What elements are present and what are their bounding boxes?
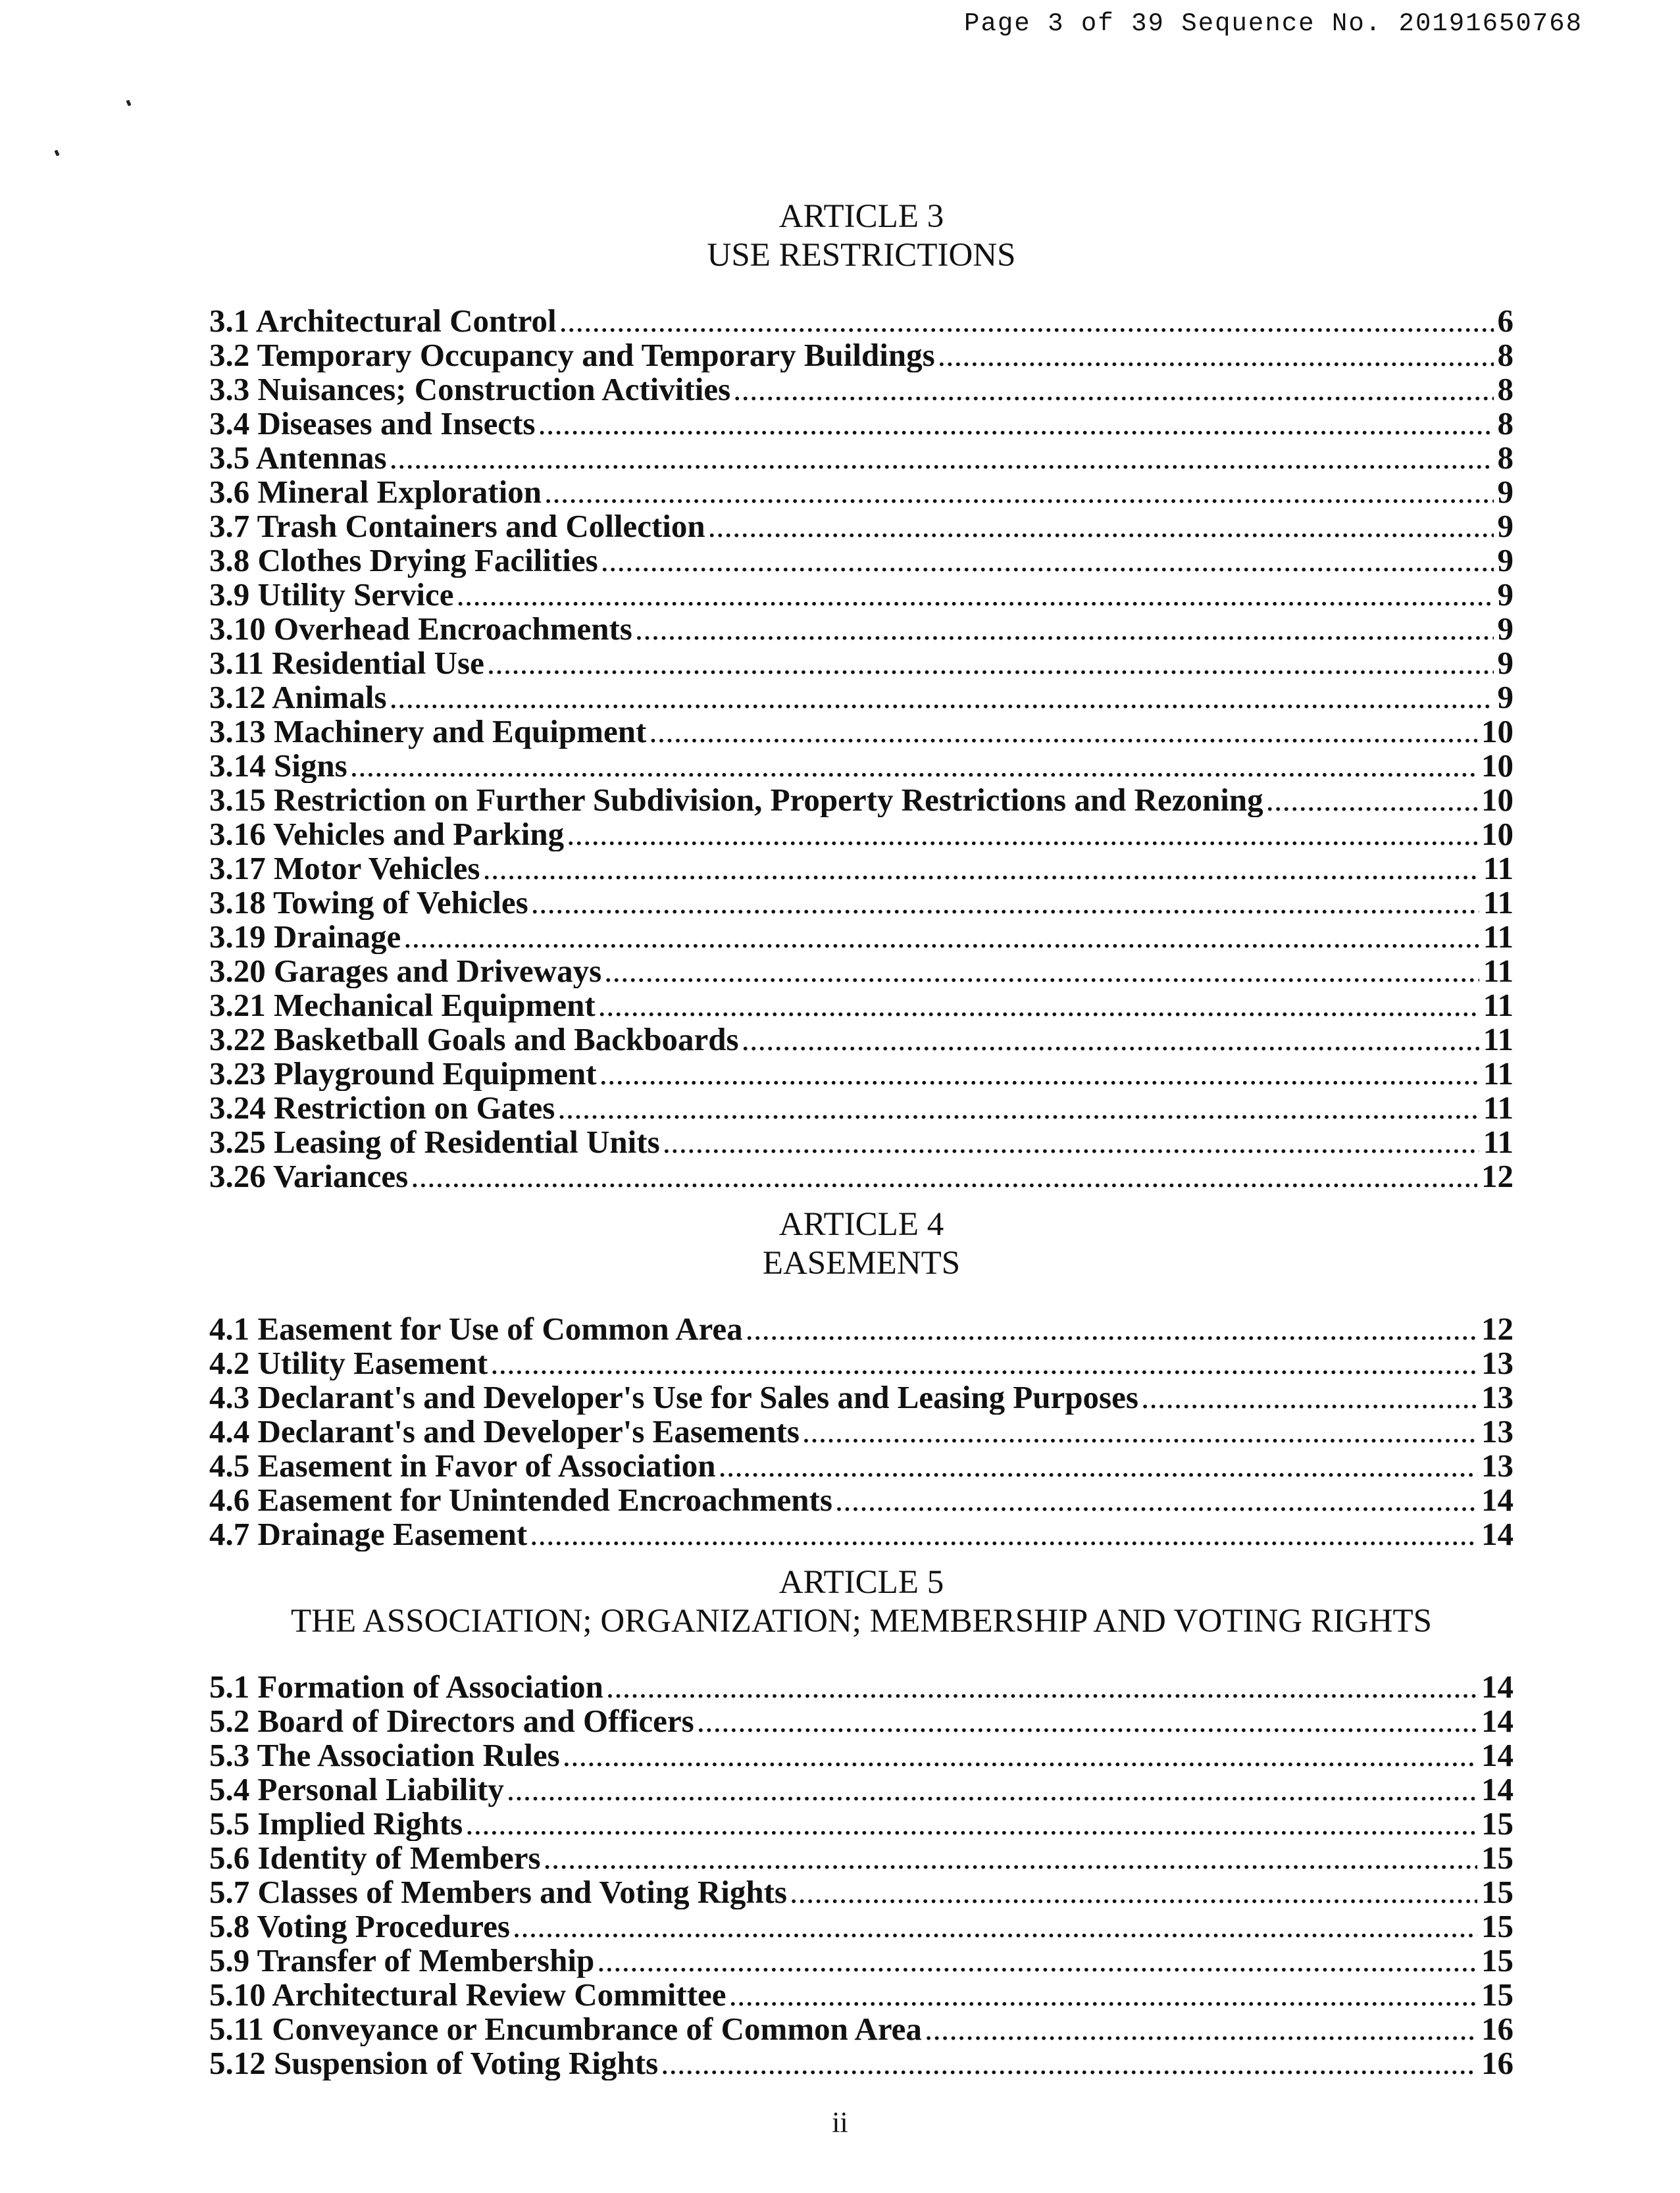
- toc-entry-page: 11: [1483, 920, 1514, 954]
- toc-entry-page: 9: [1497, 475, 1514, 509]
- toc-entry: [209, 1875, 1514, 1909]
- toc-entry: [209, 1670, 1514, 1704]
- toc-entry-page: 14: [1481, 1517, 1514, 1551]
- toc-entry: [209, 1978, 1514, 2012]
- dot-leader: [597, 1944, 1477, 1978]
- dot-leader: [635, 612, 1494, 646]
- toc-entry-title: 3.2 Temporary Occupancy and Temporary Buildings: [209, 338, 935, 372]
- toc-entry: [209, 1057, 1514, 1091]
- toc-entry: [209, 1449, 1514, 1483]
- article-number: ARTICLE 4: [778, 1206, 944, 1243]
- toc-entry-page: 9: [1497, 578, 1514, 612]
- toc-entry: [209, 1773, 1514, 1807]
- dot-leader: [718, 1449, 1477, 1483]
- toc-entry-title: 5.8 Voting Procedures: [209, 1909, 510, 1944]
- dot-leader: [663, 1125, 1479, 1159]
- toc-entry: [209, 543, 1514, 578]
- toc-entry-title: 5.7 Classes of Members and Voting Rights: [209, 1875, 787, 1909]
- toc-entry-page: 8: [1497, 441, 1514, 475]
- toc-entry-page: 14: [1481, 1738, 1514, 1773]
- toc-entry-title: 5.2 Board of Directors and Officers: [209, 1704, 694, 1738]
- toc-entry-title: 3.19 Drainage: [209, 920, 401, 954]
- scan-speck: [54, 149, 59, 156]
- article-5-entries: [209, 1670, 1514, 2080]
- toc-entry-title: 5.3 The Association Rules: [209, 1738, 560, 1773]
- toc-entry: [209, 886, 1514, 920]
- toc-entry: [209, 1841, 1514, 1875]
- toc-entry-page: 10: [1481, 715, 1514, 749]
- dot-leader: [390, 441, 1494, 475]
- toc-entry: [209, 817, 1514, 851]
- toc-entry-title: 3.26 Variances: [209, 1159, 409, 1194]
- article-3-entries: [209, 304, 1514, 1194]
- toc-entry-page: 10: [1481, 783, 1514, 817]
- table-of-contents: [209, 197, 1514, 2080]
- toc-entry: [209, 1125, 1514, 1159]
- toc-entry: [209, 920, 1514, 954]
- dot-leader: [482, 851, 1479, 886]
- toc-entry-page: 14: [1481, 1670, 1514, 1704]
- toc-entry-title: 3.14 Signs: [209, 749, 347, 783]
- toc-entry-page: 11: [1483, 1057, 1514, 1091]
- dot-leader: [1266, 783, 1477, 817]
- toc-entry-page: 15: [1481, 1909, 1514, 1944]
- toc-entry-page: 11: [1483, 1125, 1514, 1159]
- dot-leader: [802, 1415, 1477, 1449]
- dot-leader: [742, 1022, 1479, 1057]
- toc-entry-page: 13: [1481, 1346, 1514, 1380]
- toc-entry-title: 5.5 Implied Rights: [209, 1807, 463, 1841]
- toc-entry-page: 9: [1497, 612, 1514, 646]
- toc-entry: [209, 1738, 1514, 1773]
- dot-leader: [530, 1517, 1477, 1551]
- toc-entry-page: 11: [1483, 988, 1514, 1022]
- toc-entry-page: 11: [1483, 954, 1514, 988]
- article-5-heading: [209, 1563, 1514, 1641]
- page-header: Page 3 of 39 Sequence No. 20191650768: [964, 9, 1583, 38]
- toc-entry: [209, 338, 1514, 372]
- toc-entry-page: 15: [1481, 1841, 1514, 1875]
- toc-entry-page: 13: [1481, 1380, 1514, 1415]
- toc-entry-title: 3.7 Trash Containers and Collection: [209, 509, 705, 543]
- dot-leader: [598, 988, 1479, 1022]
- toc-entry-page: 16: [1481, 2046, 1514, 2080]
- toc-entry-page: 15: [1481, 1978, 1514, 2012]
- page-number: ii: [832, 2106, 848, 2138]
- toc-entry-page: 15: [1481, 1807, 1514, 1841]
- dot-leader: [925, 2012, 1477, 2046]
- dot-leader: [661, 2046, 1477, 2080]
- article-title: EASEMENTS: [762, 1245, 961, 1282]
- toc-entry-page: 9: [1497, 543, 1514, 578]
- toc-entry: [209, 988, 1514, 1022]
- dot-leader: [567, 817, 1477, 851]
- toc-entry-title: 4.7 Drainage Easement: [209, 1517, 528, 1551]
- toc-entry: [209, 680, 1514, 715]
- toc-entry-title: 5.12 Suspension of Voting Rights: [209, 2046, 659, 2080]
- toc-entry-page: 15: [1481, 1944, 1514, 1978]
- toc-entry: [209, 578, 1514, 612]
- toc-entry-title: 3.22 Basketball Goals and Backboards: [209, 1022, 739, 1057]
- toc-entry-title: 3.8 Clothes Drying Facilities: [209, 543, 598, 578]
- toc-entry-page: 13: [1481, 1449, 1514, 1483]
- dot-leader: [563, 1738, 1477, 1773]
- toc-entry-title: 4.3 Declarant's and Developer's Use for Sales and Leasing Purposes: [209, 1380, 1138, 1415]
- toc-entry: [209, 1415, 1514, 1449]
- dot-leader: [544, 475, 1494, 509]
- dot-leader: [390, 680, 1494, 715]
- toc-entry: [209, 407, 1514, 441]
- article-number: ARTICLE 5: [778, 1564, 944, 1601]
- toc-entry: [209, 1944, 1514, 1978]
- toc-entry: [209, 612, 1514, 646]
- toc-entry-title: 3.15 Restriction on Further Subdivision, Property Restrictions and Rezoning: [209, 783, 1263, 817]
- article-3-heading: [209, 197, 1514, 275]
- toc-entry-title: 3.3 Nuisances; Construction Activities: [209, 372, 731, 407]
- toc-entry-page: 14: [1481, 1704, 1514, 1738]
- toc-entry-title: 3.4 Diseases and Insects: [209, 407, 536, 441]
- dot-leader: [513, 1909, 1477, 1944]
- dot-leader: [507, 1773, 1477, 1807]
- toc-entry-page: 14: [1481, 1773, 1514, 1807]
- toc-entry-page: 9: [1497, 509, 1514, 543]
- toc-entry-title: 5.4 Personal Liability: [209, 1773, 504, 1807]
- dot-leader: [599, 1057, 1479, 1091]
- dot-leader: [708, 509, 1494, 543]
- article-4-heading: [209, 1205, 1514, 1283]
- toc-entry-title: 3.17 Motor Vehicles: [209, 851, 480, 886]
- toc-entry: [209, 851, 1514, 886]
- toc-entry: [209, 646, 1514, 680]
- toc-entry-title: 5.1 Formation of Association: [209, 1670, 603, 1704]
- scan-speck: [126, 99, 131, 106]
- toc-entry: [209, 749, 1514, 783]
- toc-entry-title: 5.11 Conveyance or Encumbrance of Common Area: [209, 2012, 922, 2046]
- toc-entry-title: 5.6 Identity of Members: [209, 1841, 541, 1875]
- toc-entry: [209, 1022, 1514, 1057]
- toc-entry-page: 8: [1497, 372, 1514, 407]
- toc-entry-page: 9: [1497, 680, 1514, 715]
- dot-leader: [606, 1670, 1477, 1704]
- toc-entry-page: 14: [1481, 1483, 1514, 1517]
- toc-entry-page: 16: [1481, 2012, 1514, 2046]
- toc-entry-page: 10: [1481, 817, 1514, 851]
- toc-entry: [209, 1807, 1514, 1841]
- toc-entry-page: 8: [1497, 407, 1514, 441]
- toc-entry: [209, 954, 1514, 988]
- dot-leader: [697, 1704, 1477, 1738]
- dot-leader: [403, 920, 1479, 954]
- dot-leader: [557, 1091, 1479, 1125]
- toc-entry-page: 10: [1481, 749, 1514, 783]
- dot-leader: [490, 1346, 1477, 1380]
- toc-entry-title: 4.4 Declarant's and Developer's Easements: [209, 1415, 800, 1449]
- toc-entry: [209, 1380, 1514, 1415]
- toc-entry-page: 12: [1481, 1312, 1514, 1346]
- toc-entry-title: 4.2 Utility Easement: [209, 1346, 488, 1380]
- toc-entry-page: 11: [1483, 1091, 1514, 1125]
- toc-entry-title: 3.18 Towing of Vehicles: [209, 886, 528, 920]
- toc-entry: [209, 2012, 1514, 2046]
- article-number: ARTICLE 3: [778, 198, 944, 235]
- article-title: THE ASSOCIATION; ORGANIZATION; MEMBERSHIP AND VOTING RIGHTS: [290, 1603, 1433, 1640]
- article-4-entries: [209, 1312, 1514, 1551]
- toc-entry-page: 11: [1483, 1022, 1514, 1057]
- toc-entry-page: 8: [1497, 338, 1514, 372]
- toc-entry: [209, 304, 1514, 338]
- dot-leader: [835, 1483, 1477, 1517]
- dot-leader: [538, 407, 1493, 441]
- dot-leader: [411, 1159, 1477, 1194]
- toc-entry-title: 3.24 Restriction on Gates: [209, 1091, 555, 1125]
- dot-leader: [938, 338, 1494, 372]
- dot-leader: [649, 715, 1477, 749]
- toc-entry-title: 3.6 Mineral Exploration: [209, 475, 542, 509]
- toc-entry-title: 3.11 Residential Use: [209, 646, 484, 680]
- toc-entry-title: 3.25 Leasing of Residential Units: [209, 1125, 660, 1159]
- toc-entry-page: 6: [1497, 304, 1514, 338]
- dot-leader: [790, 1875, 1477, 1909]
- toc-entry: [209, 1346, 1514, 1380]
- toc-entry-page: 13: [1481, 1415, 1514, 1449]
- toc-entry-page: 15: [1481, 1875, 1514, 1909]
- toc-entry-title: 3.5 Antennas: [209, 441, 387, 475]
- toc-entry: [209, 372, 1514, 407]
- toc-entry: [209, 715, 1514, 749]
- toc-entry-title: 3.21 Mechanical Equipment: [209, 988, 596, 1022]
- toc-entry-title: 3.12 Animals: [209, 680, 387, 715]
- toc-entry-page: 12: [1481, 1159, 1514, 1194]
- toc-entry: [209, 783, 1514, 817]
- toc-entry: [209, 1704, 1514, 1738]
- dot-leader: [465, 1807, 1477, 1841]
- toc-entry-page: 11: [1483, 886, 1514, 920]
- toc-entry-title: 3.9 Utility Service: [209, 578, 454, 612]
- dot-leader: [746, 1312, 1477, 1346]
- dot-leader: [601, 543, 1494, 578]
- dot-leader: [559, 304, 1494, 338]
- toc-entry-title: 4.5 Easement in Favor of Association: [209, 1449, 716, 1483]
- toc-entry: [209, 1909, 1514, 1944]
- toc-entry-title: 3.16 Vehicles and Parking: [209, 817, 565, 851]
- article-title: USE RESTRICTIONS: [707, 237, 1016, 274]
- dot-leader: [729, 1978, 1477, 2012]
- dot-leader: [531, 886, 1479, 920]
- toc-entry: [209, 441, 1514, 475]
- toc-entry-title: 3.23 Playground Equipment: [209, 1057, 597, 1091]
- toc-entry: [209, 1517, 1514, 1551]
- toc-entry-title: 5.9 Transfer of Membership: [209, 1944, 595, 1978]
- dot-leader: [604, 954, 1479, 988]
- dot-leader: [456, 578, 1493, 612]
- toc-entry-title: 4.1 Easement for Use of Common Area: [209, 1312, 743, 1346]
- toc-entry-title: 3.1 Architectural Control: [209, 304, 557, 338]
- toc-entry-title: 5.10 Architectural Review Committee: [209, 1978, 726, 2012]
- toc-entry: [209, 475, 1514, 509]
- toc-entry: [209, 1312, 1514, 1346]
- toc-entry: [209, 1159, 1514, 1194]
- toc-entry-page: 11: [1483, 851, 1514, 886]
- toc-entry-title: 4.6 Easement for Unintended Encroachments: [209, 1483, 832, 1517]
- toc-entry-title: 3.20 Garages and Driveways: [209, 954, 602, 988]
- toc-entry: [209, 2046, 1514, 2080]
- toc-entry-title: 3.10 Overhead Encroachments: [209, 612, 632, 646]
- toc-entry: [209, 1091, 1514, 1125]
- dot-leader: [733, 372, 1493, 407]
- toc-entry-title: 3.13 Machinery and Equipment: [209, 715, 647, 749]
- toc-entry-page: 9: [1497, 646, 1514, 680]
- dot-leader: [350, 749, 1477, 783]
- dot-leader: [487, 646, 1494, 680]
- toc-entry: [209, 509, 1514, 543]
- toc-entry: [209, 1483, 1514, 1517]
- dot-leader: [1141, 1380, 1477, 1415]
- dot-leader: [544, 1841, 1477, 1875]
